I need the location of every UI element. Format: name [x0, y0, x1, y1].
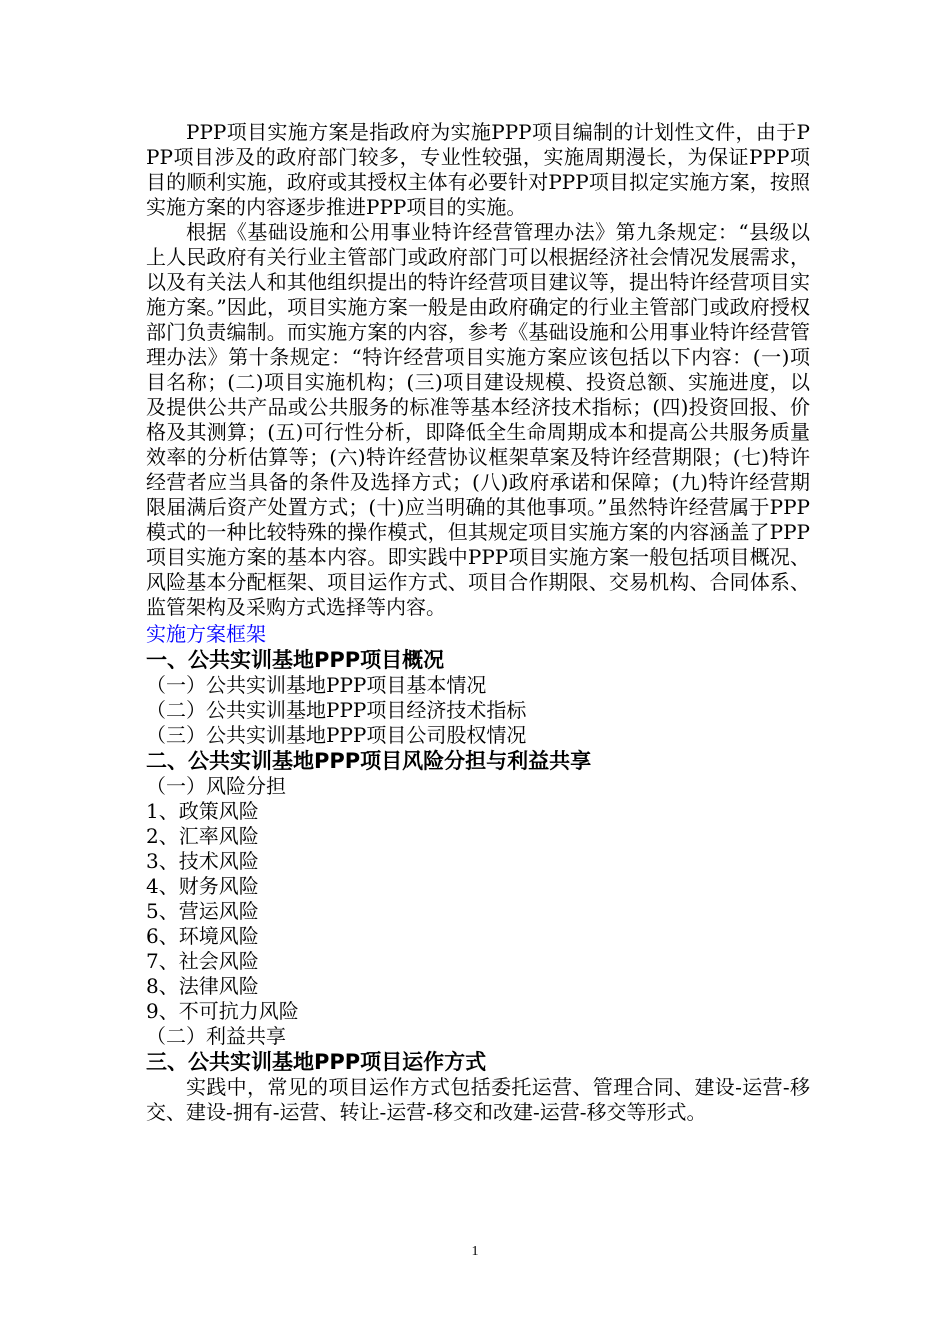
document-body: [146, 120, 810, 1125]
risk-item: 5、营运风险: [146, 899, 259, 923]
intro-paragraph-1: PPP项目实施方案是指政府为实施PPP项目编制的计划性文件，由于PPP项目涉及的政府部门较多，专业性较强，实施周期漫长，为保证PPP项目的顺利实施，政府或其授权主体有必要针对PPP项目拟定实施方案，按照实施方案的内容逐步推进PPP项目的实施。: [146, 120, 810, 219]
section-1-item: （二）公共实训基地PPP项目经济技术指标: [146, 698, 527, 722]
risk-item: 7、社会风险: [146, 949, 259, 973]
section-3-paragraph: 实践中，常见的项目运作方式包括委托运营、管理合同、建设-运营-移交、建设-拥有-运营、转让-运营-移交和改建-运营-移交等形式。: [146, 1075, 810, 1124]
section-2-heading: 二、公共实训基地PPP项目风险分担与利益共享: [146, 749, 592, 773]
risk-item: 1、政策风险: [146, 799, 259, 823]
benefit-sharing-subheading: （二）利益共享: [146, 1024, 286, 1048]
risk-item: 8、法律风险: [146, 974, 259, 998]
risk-item: 9、不可抗力风险: [146, 999, 299, 1023]
risk-sharing-subheading: （一）风险分担: [146, 774, 286, 798]
risk-item: 3、技术风险: [146, 849, 259, 873]
section-1-item: （一）公共实训基地PPP项目基本情况: [146, 673, 487, 697]
intro-paragraph-2: 根据《基础设施和公用事业特许经营管理办法》第九条规定：“县级以上人民政府有关行业主管部门或政府部门可以根据经济社会情况发展需求，以及有关法人和其他组织提出的特许经营项目建议等，提出特许经营项目实施方案。”因此，项目实施方案一般是由政府确定的行业主管部门或政府授权部门负责编制。而实施方案的内容，参考《基础设施和公用事业特许经营管理办法》第十条规定：“特许经营项目实施方案应该包括以下内容：(一)项目名称；(二)项目实施机构；(三)项目建设规模、投资总额、实施进度，以及提供公共产品或公共服务的标准等基本经济技术指标；(四)投资回报、价格及其测算；(五)可行性分析，即降低全生命周期成本和提高公共服务质量效率的分析估算等；(六)特许经营协议框架草案及特许经营期限；(七)特许经营者应当具备的条件及选择方式；(八)政府承诺和保障；(九)特许经营期限届满后资产处置方式；(十)应当明确的其他事项。”虽然特许经营属于PPP模式的一种比较特殊的操作模式，但其规定项目实施方案的内容涵盖了PPP项目实施方案的基本内容。即实践中PPP项目实施方案一般包括项目概况、风险基本分配框架、项目运作方式、项目合作期限、交易机构、合同体系、监管架构及采购方式选择等内容。: [146, 220, 810, 619]
risk-item: 4、财务风险: [146, 874, 259, 898]
section-1-heading: 一、公共实训基地PPP项目概况: [146, 648, 445, 672]
page-number: 1: [471, 1244, 479, 1259]
framework-title: 实施方案框架: [146, 622, 266, 646]
section-3-heading: 三、公共实训基地PPP项目运作方式: [146, 1050, 487, 1074]
risk-item: 6、环境风险: [146, 924, 259, 948]
section-1-item: （三）公共实训基地PPP项目公司股权情况: [146, 723, 527, 747]
risk-item: 2、汇率风险: [146, 824, 259, 848]
